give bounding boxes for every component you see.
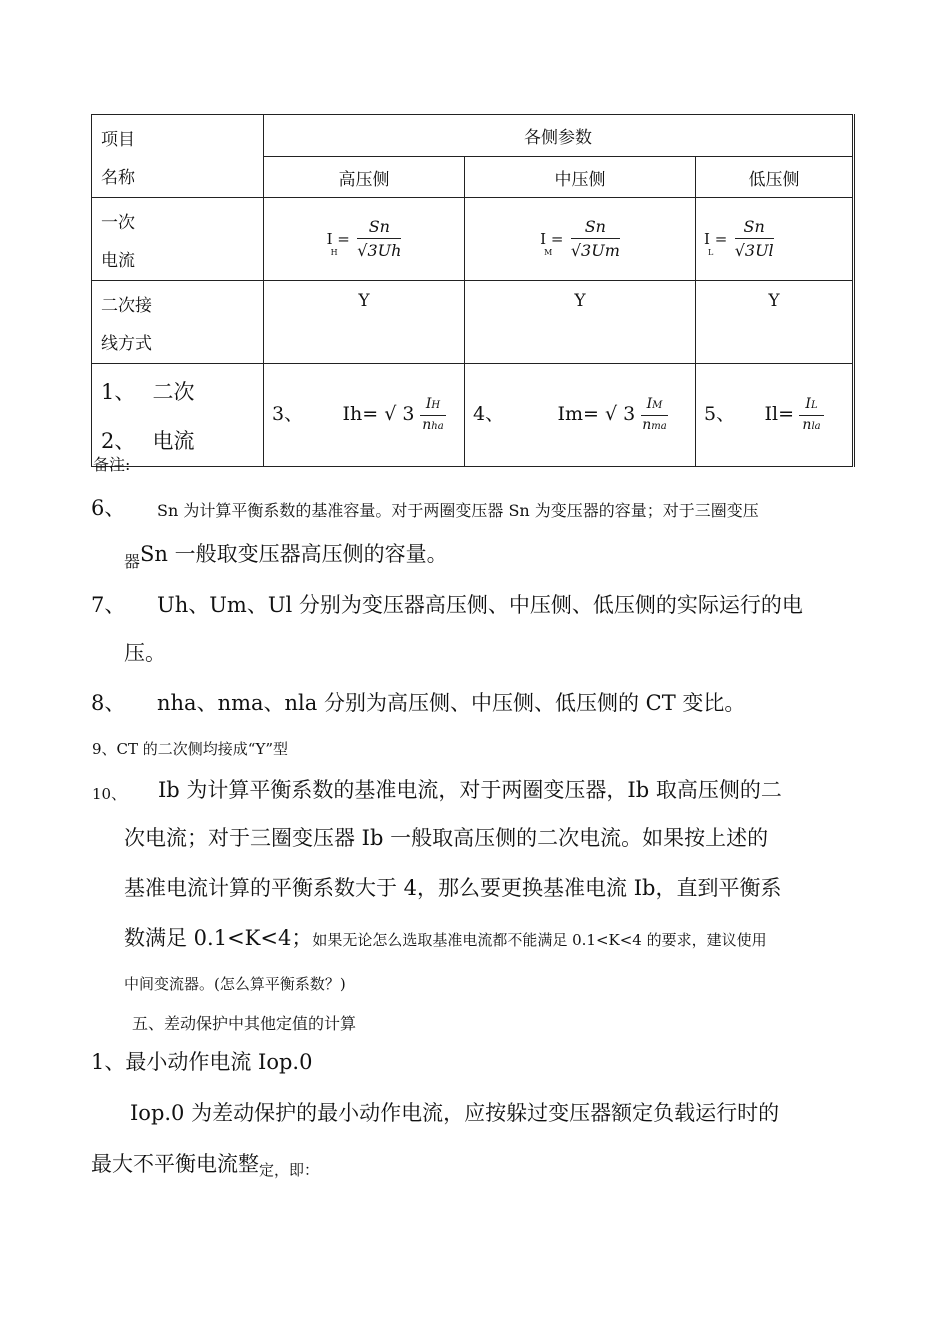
formula-low-cell: [696, 198, 854, 281]
col-mid-header: [465, 157, 696, 198]
row1-label-line2: 电流: [101, 251, 135, 271]
sec-low-fraction: $\frac{IL}{\text{nla}}$: [799, 395, 823, 436]
note7-line2: 压。: [124, 641, 166, 665]
note6-line1: Sn 为计算平衡系数的基准容量。对于两圈变压器 Sn 为变压器的容量；对于三圈变压: [157, 501, 759, 520]
secondary-mid-cell: [465, 364, 696, 467]
sec-mid-index: 4、: [473, 402, 505, 425]
header-item-label: 项目: [101, 130, 135, 150]
formula-high-fraction: $\frac{Sn}{√3Uh}$: [357, 216, 402, 260]
formula-low-fraction: $\frac{Sn}{√3Ul}$: [734, 216, 774, 260]
note7-line1: Uh、Um、Ul 分别为变压器高压侧、中压侧、低压侧的实际运行的电: [157, 593, 803, 617]
formula-high-cell: [264, 198, 465, 281]
sec-low-index: 5、: [704, 402, 736, 425]
formula-high-lhs: I H =: [326, 230, 350, 257]
header-params-label: 各侧参数: [524, 128, 592, 149]
sec-high-fraction: $\frac{IH}{\text{nha}}$: [420, 395, 446, 436]
row-primary-current-label: [92, 198, 264, 281]
row3-label-line1: 1、 二次: [101, 380, 195, 404]
note10-index: 10、: [92, 785, 127, 803]
wiring-mid-cell: [465, 281, 696, 364]
col-mid-label: 中压侧: [554, 169, 606, 190]
row-wiring-label: [92, 281, 264, 364]
note8-line1: nha、nma、nla 分别为高压侧、中压侧、低压侧的 CT 变比。: [157, 691, 746, 715]
wiring-low-value: Y: [768, 291, 780, 311]
section5-para-line1: Iop.0 为差动保护的最小动作电流，应按躲过变压器额定负载运行时的: [130, 1101, 780, 1125]
sec-mid-fraction: $\frac{IM}{\text{nma}}$: [642, 395, 667, 433]
note6-index: 6、: [91, 496, 126, 520]
sec-mid-expr: Im= √ 3: [557, 402, 636, 425]
note7-index: 7、: [91, 593, 126, 617]
formula-mid-cell: [465, 198, 696, 281]
row3-label-line2: 2、 电流: [101, 429, 195, 453]
col-high-label: 高压侧: [338, 169, 390, 190]
col-low-header: [696, 157, 854, 198]
col-low-label: 低压侧: [748, 169, 800, 190]
sec-low-expr: Il=: [764, 402, 795, 425]
row2-label-line2: 线方式: [101, 334, 152, 354]
header-item-name-cell: [92, 115, 264, 198]
header-span-cell: [264, 115, 854, 157]
notes-title: 备注:: [93, 455, 131, 474]
header-name-label: 名称: [101, 168, 135, 188]
note10-line5: 中间变流器。(怎么算平衡系数？): [124, 975, 346, 993]
note8-index: 8、: [91, 691, 126, 715]
section5-item1: 1、最小动作电流 Iop.0: [91, 1050, 313, 1074]
section5-heading: 五、差动保护中其他定值的计算: [132, 1014, 357, 1033]
note10-line2: 次电流；对于三圈变压器 Ib 一般取高压侧的二次电流。如果按上述的: [124, 826, 769, 850]
wiring-high-value: Y: [358, 291, 370, 311]
formula-mid-lhs: I M =: [540, 230, 564, 257]
wiring-low-cell: [696, 281, 854, 364]
row1-label-line1: 一次: [101, 213, 135, 233]
note10-line3: 基准电流计算的平衡系数大于 4，那么要更换基准电流 Ib，直到平衡系: [124, 876, 782, 900]
note6-line2: 器Sn 一般取变压器高压侧的容量。: [124, 542, 448, 571]
note10-line4: 数满足 0.1<K<4；如果无论怎么选取基准电流都不能满足 0.1<K<4 的要求，建议使用: [124, 926, 767, 950]
secondary-low-cell: [696, 364, 854, 467]
col-high-header: [264, 157, 465, 198]
note9: 9、CT 的二次侧均接成“Y”型: [92, 740, 289, 758]
sec-high-expr: Ih= √ 3: [342, 402, 415, 425]
parameter-table: [91, 114, 855, 467]
wiring-high-cell: [264, 281, 465, 364]
wiring-mid-value: Y: [574, 291, 586, 311]
formula-low-lhs: I L =: [704, 230, 728, 257]
row2-label-line1: 二次接: [101, 296, 152, 316]
formula-mid-fraction: $\frac{Sn}{√3Um}$: [570, 216, 620, 260]
note10-line1: Ib 为计算平衡系数的基准电流，对于两圈变压器，Ib 取高压侧的二: [158, 778, 782, 802]
secondary-high-cell: [264, 364, 465, 467]
sec-high-index: 3、: [272, 402, 304, 425]
section5-para-line2: 最大不平衡电流整定，即：: [91, 1152, 320, 1179]
